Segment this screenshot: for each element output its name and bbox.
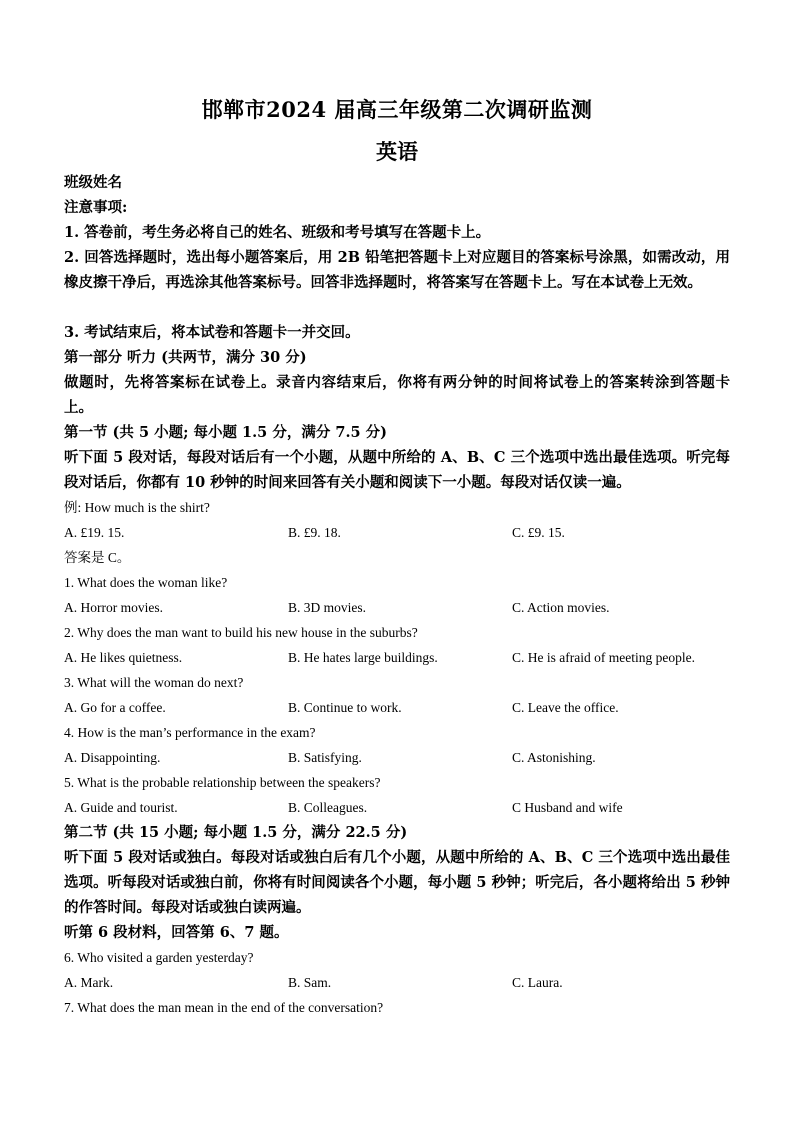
q6-option-b: B. Sam. <box>288 975 332 990</box>
question-2: 2. Why does the man want to build his new house in the suburbs? <box>64 625 418 640</box>
notice-item-1: 1. 答卷前，考生务必将自己的姓名、班级和考号填写在答题卡上。 <box>64 224 491 241</box>
q2-option-c: C. He is afraid of meeting people. <box>512 650 695 665</box>
q4-option-b: B. Satisfying. <box>288 750 362 765</box>
example-option-b: B. £9. 18. <box>288 525 341 540</box>
class-name-label: 班级姓名 <box>64 174 122 191</box>
question-7: 7. What does the man mean in the end of the conversation? <box>64 1000 384 1015</box>
section1-instruction: 听下面 5 段对话，每段对话后有一个小题，从题中所给的 A、B、C 三个选项中选出最佳选项。听完每段对话后，你都有 10 秒钟的时间来回答有关小题和阅读下一小题。每段对话仅读一遍。 <box>64 449 730 491</box>
exam-title: 邯郸市2024 届高三年级第二次调研监测 <box>201 97 593 122</box>
question-4: 4. How is the man’s performance in the exam? <box>64 725 316 740</box>
q6-option-c: C. Laura. <box>512 975 563 990</box>
q6-option-a: A. Mark. <box>64 975 114 990</box>
material-6-label: 听第 6 段材料，回答第 6、7 题。 <box>64 924 289 941</box>
notice-item-2: 2. 回答选择题时，选出每小题答案后，用 2B 铅笔把答题卡上对应题目的答案标号涂黑，如需改动，用橡皮擦干净后，再选涂其他答案标号。回答非选择题时，将答案写在答题卡上。写在本试卷上无效。 <box>64 249 730 291</box>
example-option-c: C. £9. 15. <box>512 525 565 540</box>
question-1: 1. What does the woman like? <box>64 575 228 590</box>
q5-option-b: B. Colleagues. <box>288 800 368 815</box>
q1-option-b: B. 3D movies. <box>288 600 367 615</box>
notice-heading: 注意事项: <box>64 199 128 216</box>
section2-heading: 第二节 (共 15 小题; 每小题 1.5 分，满分 22.5 分) <box>64 824 408 841</box>
q2-option-a: A. He likes quietness. <box>64 650 183 665</box>
section1-heading: 第一节 (共 5 小题; 每小题 1.5 分，满分 7.5 分) <box>64 424 387 441</box>
q5-option-c: C Husband and wife <box>512 800 623 815</box>
q4-option-c: C. Astonishing. <box>512 750 596 765</box>
example-question: 例: How much is the shirt? <box>64 500 210 515</box>
q3-option-b: B. Continue to work. <box>288 700 402 715</box>
q4-option-a: A. Disappointing. <box>64 750 161 765</box>
section2-instruction: 听下面 5 段对话或独白。每段对话或独白后有几个小题，从题中所给的 A、B、C 三个选项中选出最佳选项。听每段对话或独白前，你将有时间阅读各个小题，每小题 5 秒钟；听完后，各小题将给出 5 秒钟的作答时间。每段对话或独白读两遍。 <box>64 849 730 916</box>
question-5: 5. What is the probable relationship between the speakers? <box>64 775 381 790</box>
example-option-a: A. £19. 15. <box>64 525 125 540</box>
question-3: 3. What will the woman do next? <box>64 675 244 690</box>
part1-instruction: 做题时，先将答案标在试卷上。录音内容结束后，你将有两分钟的时间将试卷上的答案转涂到答题卡上。 <box>64 374 730 416</box>
q2-option-b: B. He hates large buildings. <box>288 650 438 665</box>
q5-option-a: A. Guide and tourist. <box>64 800 178 815</box>
question-6: 6. Who visited a garden yesterday? <box>64 950 254 965</box>
example-answer: 答案是 C。 <box>64 550 131 565</box>
subject-title: 英语 <box>376 139 418 164</box>
q1-option-a: A. Horror movies. <box>64 600 163 615</box>
q1-option-c: C. Action movies. <box>512 600 610 615</box>
q3-option-c: C. Leave the office. <box>512 700 619 715</box>
notice-item-3: 3. 考试结束后，将本试卷和答题卡一并交回。 <box>64 324 360 341</box>
q3-option-a: A. Go for a coffee. <box>64 700 166 715</box>
part1-heading: 第一部分 听力 (共两节，满分 30 分) <box>64 349 307 366</box>
